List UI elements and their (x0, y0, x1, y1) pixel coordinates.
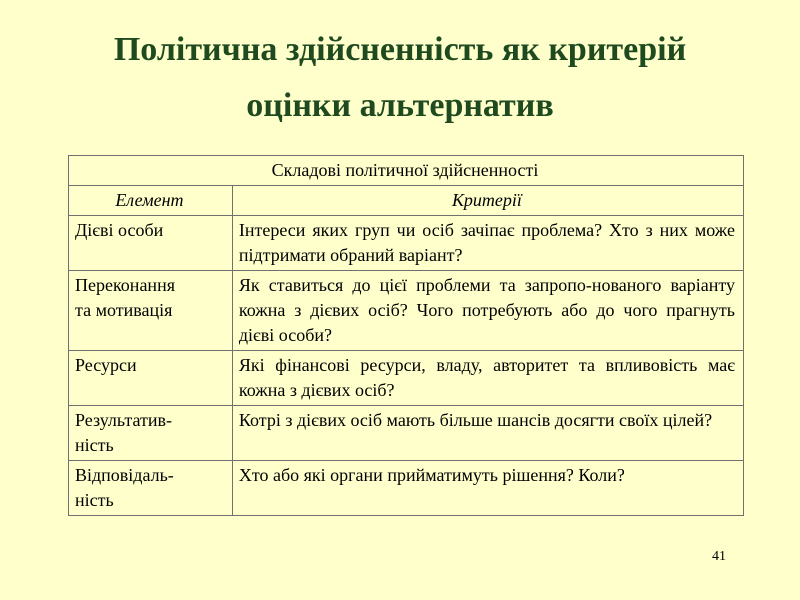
table-row (69, 351, 744, 406)
element-cell (69, 351, 233, 406)
slide-title (0, 22, 800, 134)
element-line: ність (75, 435, 114, 455)
element-line: Переконання (75, 275, 175, 295)
page-number: 41 (712, 549, 726, 564)
element-cell (69, 406, 233, 461)
element-cell (69, 461, 233, 516)
table-caption-row (69, 156, 744, 186)
feasibility-table (68, 155, 744, 516)
criteria-cell: Хто або які органи прийматимуть рішення? Коли? (232, 461, 743, 516)
slide-title-line-2: оцінки альтернатив (246, 87, 554, 124)
table-row (69, 216, 744, 271)
element-cell (69, 216, 233, 271)
element-line: Дієві особи (75, 220, 164, 240)
criteria-cell: Які фінансові ресурси, владу, авторитет та впливовість має кожна з дієвих осіб? (232, 351, 743, 406)
table-row (69, 406, 744, 461)
element-cell (69, 271, 233, 351)
criteria-cell: Як ставиться до цієї проблеми та запропо-нованого варіанту кожна з дієвих осіб? Чого потребують або до чого прагнуть дієві особи? (232, 271, 743, 351)
table-caption: Складові політичної здійсненності (69, 156, 744, 186)
column-header-criteria: Критерії (232, 186, 743, 216)
slide-title-line-1: Політична здійсненність як критерій (113, 31, 687, 68)
table-row (69, 461, 744, 516)
table-header-row (69, 186, 744, 216)
criteria-cell: Інтереси яких груп чи осіб зачіпає проблема? Хто з них може підтримати обраний варіант? (232, 216, 743, 271)
element-line: та мотивація (75, 300, 173, 320)
table-row (69, 271, 744, 351)
criteria-cell: Котрі з дієвих осіб мають більше шансів досягти своїх цілей? (232, 406, 743, 461)
element-line: Ресурси (75, 355, 137, 375)
column-header-element: Елемент (69, 186, 233, 216)
element-line: ність (75, 490, 114, 510)
element-line: Відповідаль- (75, 465, 174, 485)
element-line: Результатив- (75, 410, 173, 430)
